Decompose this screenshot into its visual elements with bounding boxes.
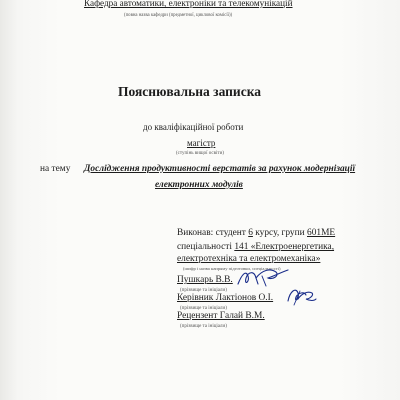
specialty-line-2: електротехніка та електромеханіка» [177,254,321,264]
degree-value: магістр [187,138,216,148]
student-signature [232,266,292,292]
specialty-value-1: 141 «Електроенергетика, [234,242,335,252]
reviewer-caption: (прізвище та ініціали) [180,324,227,329]
supervisor-caption: (прізвище та ініціали) [180,306,227,311]
document-subtitle: до кваліфікаційної роботи [143,122,244,132]
supervisor-name: Керівник Лактіонов О.І. [177,293,274,303]
student-name: Пушкарь В.В. [177,275,233,285]
department-caption: (повна назва кафедри (предметної, циклової комісії)) [124,13,233,18]
student-name-caption: (прізвище та ініціали) [180,288,227,293]
topic-line-1: Дослідження продуктивності верстатів за рахунок модернізації [84,164,356,174]
reviewer-name: Рецензент Галай В.М. [177,311,265,321]
student-group: 601МЕ [307,228,336,238]
specialty-line-1 [177,242,334,252]
student-course: 6 [248,228,253,238]
student-prefix: Виконав: студент [177,228,246,238]
department-name: Кафедра автоматики, електроніки та телекомунікацій [84,0,293,8]
specialty-caption: (шифр і назва напряму підготовки, спеціальності) [183,266,281,271]
document-title: Пояснювальна записка [118,84,262,99]
specialty-prefix: спеціальності [177,242,232,252]
student-line [177,228,335,238]
student-course-suffix: курсу, групи [255,228,305,238]
topic-label: на тему [40,164,71,174]
topic-line-2: електронних модулів [155,180,243,190]
supervisor-signature [284,285,318,309]
degree-caption: (ступінь вищої освіти) [176,151,224,156]
